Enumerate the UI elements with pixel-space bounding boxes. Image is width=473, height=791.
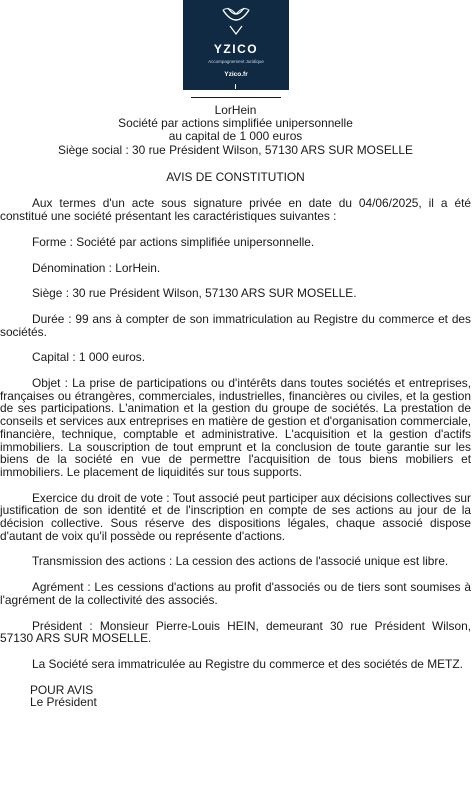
purpose-paragraph: Objet : La prise de participations ou d'intérêts dans toutes sociétés et entreprises, françaises ou étrangères, commerciales, industrielles, financières ou civiles, et la gestion de ses participations. L'animation et la gestion du groupe de sociétés. La prestation de conseils et services aux entreprises en matière de gestion et d'organisation commerciale, financière, technique, comptable et administrative. L'acquisition et la gestion d'actifs immobiliers. La souscription de tout emprunt et la conclusion de toute garantie sur les biens de la société en vue de permettre l'acquisition de tous biens mobiliers et immobiliers. Le placement de liquidités sur tous supports. [0, 376, 471, 479]
seat-paragraph: Siège : 30 rue Président Wilson, 57130 ARS SUR MOSELLE. [32, 286, 357, 301]
form-paragraph: Forme : Société par actions simplifiée unipersonnelle. [32, 234, 315, 249]
approval-paragraph: Agrément : Les cessions d'actions au profit d'associés ou de tiers sont soumises à l'agrément de la collectivité des associés. [0, 580, 471, 607]
notice-title: AVIS DE CONSTITUTION [166, 169, 305, 184]
logo-tagline: Accompagnement Juridique [208, 59, 264, 64]
intro-paragraph: Aux termes d'un acte sous signature privée en date du 04/06/2025, il a été constitué une société présentant les caractéristiques suivantes : [0, 196, 471, 224]
yzico-emblem-icon [217, 4, 255, 40]
name-paragraph: Dénomination : LorHein. [32, 260, 161, 275]
logo-tick [235, 84, 236, 89]
signature-block [30, 684, 471, 709]
signature-line-1: POUR AVIS [30, 682, 94, 697]
logo-brand: YZICO [213, 42, 259, 56]
voting-paragraph: Exercice du droit de vote : Tout associé peut participer aux décisions collectives sur justification de son identité et de l'inscription en compte de ses actions au jour de la décision collective. Sous réserve des dispositions légales, chaque associé dispose d'autant de voix qu'il possède ou représente d'actions. [0, 490, 471, 543]
duration-paragraph: Durée : 99 ans à compter de son immatriculation au Registre du commerce et des sociétés. [0, 311, 471, 339]
yzico-logo [183, 0, 289, 90]
logo-site: Yzico.fr [224, 71, 248, 78]
company-name: LorHein [214, 103, 257, 117]
president-paragraph: Président : Monsieur Pierre-Louis HEIN, demeurant 30 rue Président Wilson, 57130 ARS SUR MOSELLE. [0, 618, 471, 646]
header-divider [191, 97, 281, 98]
company-form: Société par actions simplifiée unipersonnelle [118, 116, 353, 131]
signature-line-2: Le Président [30, 695, 97, 710]
transfer-paragraph: Transmission des actions : La cession des actions de l'associé unique est libre. [32, 554, 449, 569]
registration-paragraph: La Société sera immatriculée au Registre du commerce et des sociétés de METZ. [32, 656, 463, 671]
company-capital: au capital de 1 000 euros [168, 129, 303, 144]
legal-notice [0, 104, 471, 709]
company-header [0, 104, 471, 157]
company-seat: Siège social : 30 rue Président Wilson, 57130 ARS SUR MOSELLE [58, 142, 413, 157]
capital-paragraph: Capital : 1 000 euros. [32, 350, 146, 365]
